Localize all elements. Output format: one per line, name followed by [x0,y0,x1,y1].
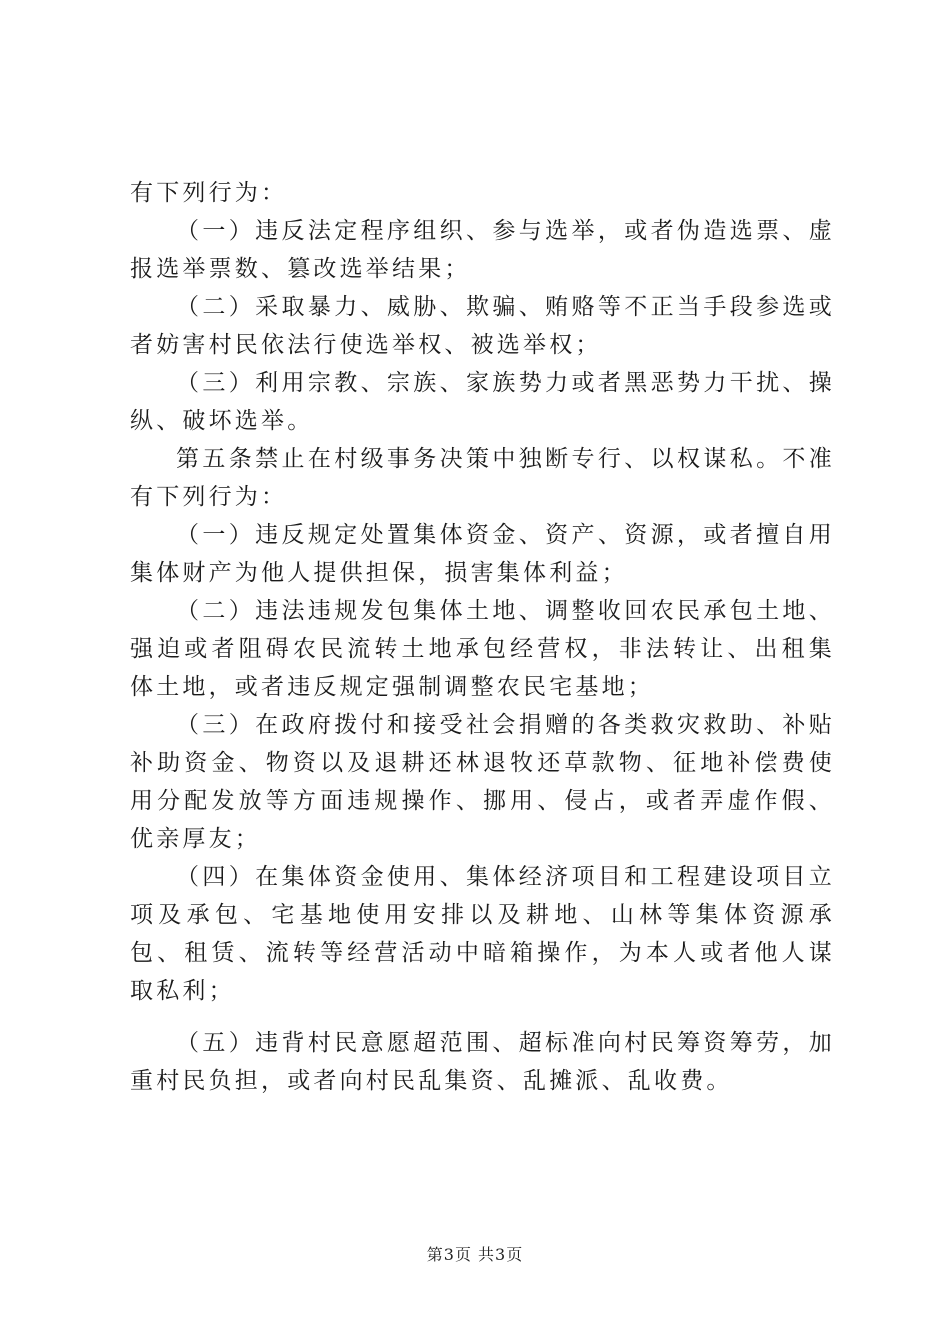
paragraph-article-5-item-2: （二）违法违规发包集体土地、调整收回农民承包土地、强迫或者阻碍农民流转土地承包经营权，非法转让、出租集体土地，或者违反规定强制调整农民宅基地； [130,598,835,700]
document-body [130,174,835,1100]
page-footer [0,1244,950,1266]
paragraph-item-1: （一）违反法定程序组织、参与选举，或者伪造选票、虚报选举票数、篡改选举结果； [130,218,835,282]
paragraph-article-5-item-1: （一）违反规定处置集体资金、资产、资源，或者擅自用集体财产为他人提供担保，损害集体利益； [130,522,835,586]
paragraph-article-5-item-5: （五）违背村民意愿超范围、超标准向村民筹资筹劳，加重村民负担，或者向村民乱集资、乱摊派、乱收费。 [130,1030,835,1094]
paragraph-article-5: 第五条禁止在村级事务决策中独断专行、以权谋私。不准有下列行为： [130,446,835,510]
paragraph-item-3: （三）利用宗教、宗族、家族势力或者黑恶势力干扰、操纵、破坏选举。 [130,370,835,434]
page-number-indicator: 第3页 共3页 [426,1245,524,1264]
paragraph-continuation: 有下列行为： [130,180,288,206]
paragraph-item-2: （二）采取暴力、威胁、欺骗、贿赂等不正当手段参选或者妨害村民依法行使选举权、被选举权； [130,294,835,358]
paragraph-article-5-item-4: （四）在集体资金使用、集体经济项目和工程建设项目立项及承包、宅基地使用安排以及耕地、山林等集体资源承包、租赁、流转等经营活动中暗箱操作，为本人或者他人谋取私利； [130,864,835,1004]
paragraph-article-5-item-3: （三）在政府拨付和接受社会捐赠的各类救灾救助、补贴补助资金、物资以及退耕还林退牧还草款物、征地补偿费使用分配发放等方面违规操作、挪用、侵占，或者弄虚作假、优亲厚友； [130,712,835,852]
